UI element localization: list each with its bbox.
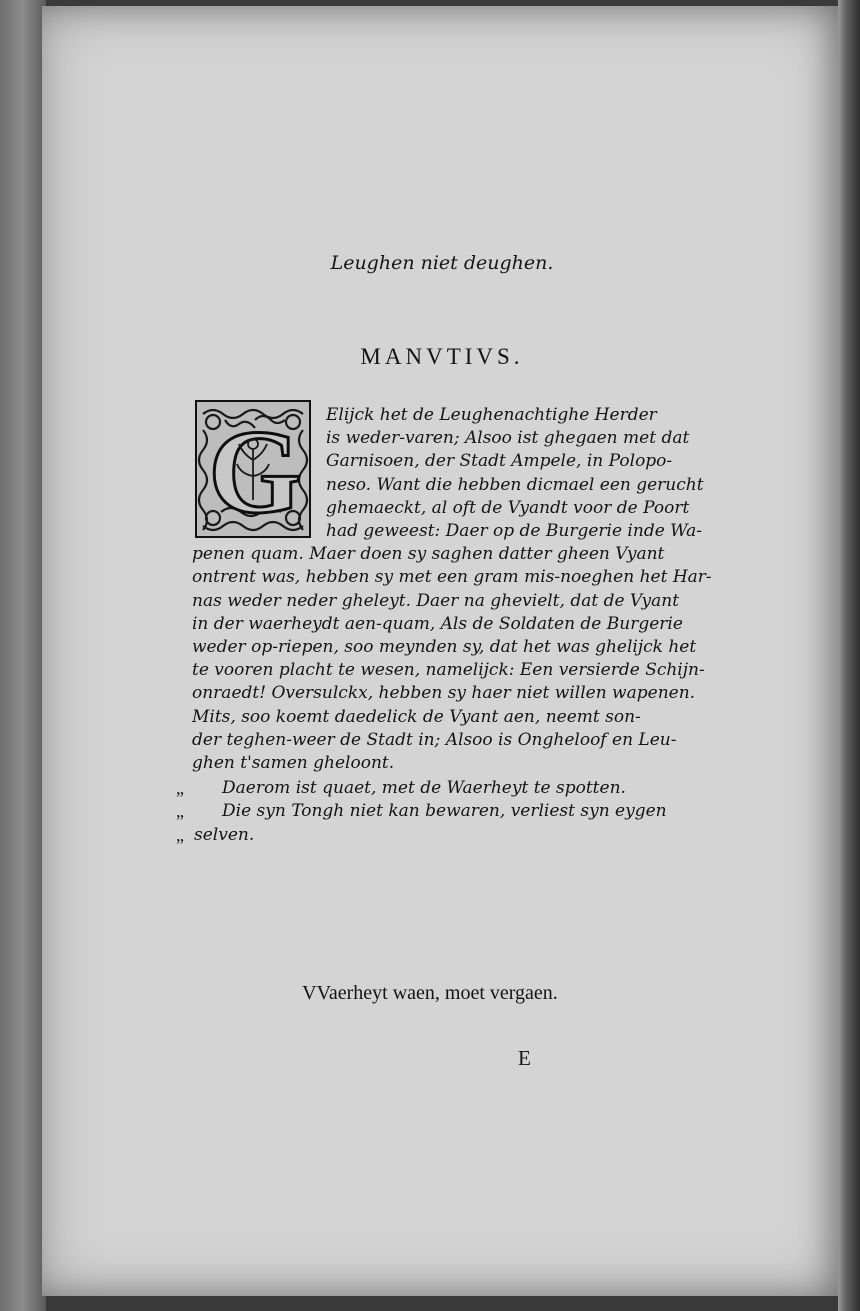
quote-mark: „: [176, 801, 184, 822]
moral-line: selven.: [194, 824, 255, 845]
body-line: te vooren placht te wesen, namelijck: Een versierde Schijn-: [192, 660, 705, 681]
body-line: had geweest: Daer op de Burgerie inde Wa-: [326, 521, 703, 541]
moral-line: Die syn Tongh niet kan bewaren, verliest syn eygen: [222, 801, 667, 822]
running-head: Leughen niet deughen.: [330, 252, 554, 274]
body-line: weder op-riepen, soo meynden sy, dat het was ghelijck het: [192, 637, 697, 657]
body-line: Mits, soo koemt daedelick de Vyant aen, neemt son-: [192, 706, 641, 727]
previous-page-edge: [0, 0, 46, 1311]
body-line: neso. Want die hebben dicmael een gerucht: [326, 474, 704, 495]
page-edge-shadow: [838, 0, 860, 1311]
body-line: is weder-varen; Alsoo ist ghegaen met dat: [326, 428, 690, 449]
body-line: der teghen-weer de Stadt in; Alsoo is Ongheloof en Leu-: [192, 729, 677, 750]
body-line: Garnisoen, der Stadt Ampele, in Polopo-: [326, 451, 673, 472]
initial-letter: G: [208, 405, 302, 538]
body-line: nas weder neder gheleyt. Daer na ghevielt, dat de Vyant: [192, 590, 680, 611]
book-page: [42, 6, 842, 1296]
body-line: ghen t'samen gheloont.: [192, 753, 395, 773]
motto: VVaerheyt waen, moet vergaen.: [302, 982, 558, 1004]
body-line: onraedt! Oversulckx, hebben sy haer niet willen wapenen.: [192, 683, 696, 704]
quote-mark: „: [176, 778, 184, 799]
body-line: Elijck het de Leughenachtighe Herder: [326, 405, 657, 425]
signature-mark: E: [518, 1046, 531, 1070]
quote-mark: „: [176, 824, 184, 845]
body-line: penen quam. Maer doen sy saghen datter gheen Vyant: [192, 544, 665, 565]
decorated-initial: [195, 400, 311, 538]
body-line: ontrent was, hebben sy met een gram mis-noeghen het Har-: [192, 567, 712, 588]
body-line: ghemaeckt, al oft de Vyandt voor de Poort: [326, 497, 690, 518]
moral-line: Daerom ist quaet, met de Waerheyt te spotten.: [222, 778, 626, 799]
body-line: in der waerheydt aen-quam, Als de Soldaten de Burgerie: [192, 613, 683, 634]
chapter-title: MANVTIVS.: [360, 344, 524, 369]
